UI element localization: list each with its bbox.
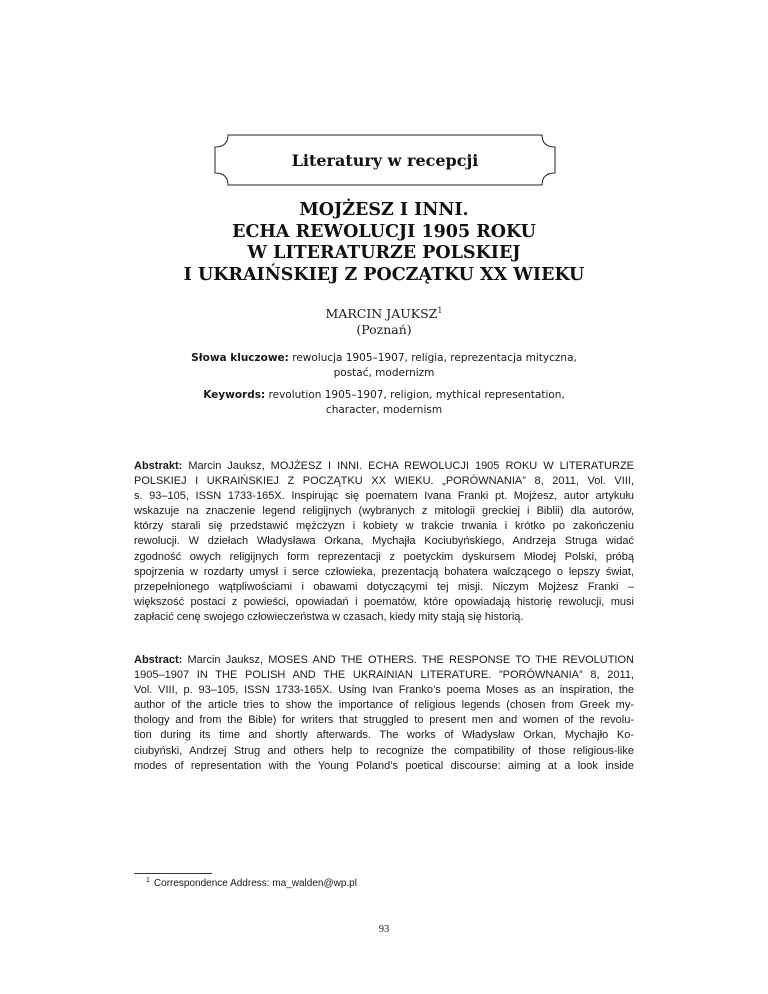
abstract-line: ciubyński, Andrzej Strug and others help to recognize the compatibility of those religious-like [134, 744, 634, 757]
title-line: ECHA REWOLUCJI 1905 ROKU [232, 221, 536, 242]
keywords-polish [154, 351, 614, 381]
keywords-en-text: character, modernism [325, 404, 443, 416]
abstract-line: 1905–1907 IN THE POLISH AND THE UKRAINIAN LITERATURE. ”PORÓWNANIA” 8, 2011, [134, 669, 634, 682]
footnote [146, 878, 357, 889]
abstract-line: s. 93–105, ISSN 1733-165X. Inspirując się poematem Ivana Franki pt. Mojżesz, autor artykułu [134, 490, 634, 503]
abstract-line: którzy starali się przedstawić mężczyzn i kobiety w trakcie trwania i krótko po zakończeniu [134, 520, 634, 533]
abstract-line: POLSKIEJ I UKRAIŃSKIEJ Z POCZĄTKU XX WIEKU. „PORÓWNANIA” 8, 2011, Vol. VIII, [134, 475, 634, 488]
keywords-pl-text: rewolucja 1905–1907, religia, reprezentacja mityczna, [292, 352, 577, 364]
abstract-line: author of the article tries to show the importance of religious legends (chosen from Greek my- [134, 699, 634, 712]
abstract-line: thology and from the Bible) for writers that struggled to present men and women of the revolu- [134, 714, 634, 727]
abstract-polish [134, 459, 634, 625]
footnote-divider [134, 873, 212, 874]
article-title [120, 200, 648, 286]
abstract-en-label: Abstract: [134, 654, 183, 666]
section-banner [214, 134, 556, 186]
author-affiliation: (Poznań) [356, 322, 412, 337]
abstract-line: wskazuje na znaczenie legend religijnych (wybranych z mitologii greckiej i Biblii) dla autorów, [134, 505, 634, 518]
abstract-line: Abstract: Marcin Jauksz, MOSES AND THE OTHERS. THE RESPONSE TO THE REVOLUTION [134, 654, 634, 666]
footnote-mark: 1 [146, 877, 150, 884]
keywords-en-text: revolution 1905–1907, religion, mythical representation, [268, 389, 565, 401]
abstract-line: większość postaci z powieści, opowiadań i poematów, które opowiadają historię rewolucji, musi [134, 595, 634, 608]
author-name-line [184, 306, 584, 322]
author-footnote-mark: 1 [437, 306, 443, 315]
abstract-line: zapłacić cenę swojego człowieczeństwa w czasach, kiedy mity stają się historią. [134, 610, 524, 623]
abstract-line: spojrzenia w rozdarty umysł i serce człowieka, prezentacją bohatera walczącego o lepszy świat, [134, 565, 634, 578]
keywords-english [154, 388, 614, 418]
abstract-line: zgodność owych religijnych form reprezentacji z poetyckim dyskursem Młodej Polski, próbą [134, 550, 634, 563]
abstract-line: modes of representation with the Young Poland’s poetical discourse: aiming at a look inside [134, 759, 634, 772]
title-line: W LITERATURZE POLSKIEJ [247, 243, 521, 263]
abstract-line: rewolucji. W dziełach Władysława Orkana, Mychajła Kociubyńskiego, Andrzeja Struga widać [134, 535, 634, 548]
section-label: Literatury w recepcji [291, 150, 479, 170]
keywords-pl-text: postać, modernizm [333, 367, 435, 379]
author-block [184, 306, 584, 338]
keywords-en-label: Keywords: [203, 389, 266, 401]
page-number: 93 [378, 924, 390, 935]
footnote-text: Correspondence Address: ma_walden@wp.pl [153, 878, 357, 889]
abstract-line: przepełnionego wątpliwościami i obawami dotyczącymi tej misji. Niczym Mojżesz Franki – [134, 580, 634, 593]
abstract-english [134, 653, 634, 774]
abstract-pl-label: Abstrakt: [134, 460, 183, 472]
abstract-line: Vol. VIII, p. 93–105, ISSN 1733-165X. Using Ivan Franko’s poema Moses as an inspiration, the [134, 684, 634, 697]
abstract-line: Abstrakt: Marcin Jauksz, MOJŻESZ I INNI. ECHA REWOLUCJI 1905 ROKU W LITERATURZE [134, 460, 635, 472]
title-line: I UKRAIŃSKIEJ Z POCZĄTKU XX WIEKU [183, 264, 585, 285]
author-name: MARCIN JAUKSZ [325, 306, 438, 321]
keywords-pl-label: Słowa kluczowe: [191, 352, 289, 364]
abstract-line: tion during its time and shortly afterwards. The works of Władysław Orkan, Mychajło Ko- [134, 729, 634, 742]
title-line: MOJŻESZ I INNI. [299, 200, 469, 220]
